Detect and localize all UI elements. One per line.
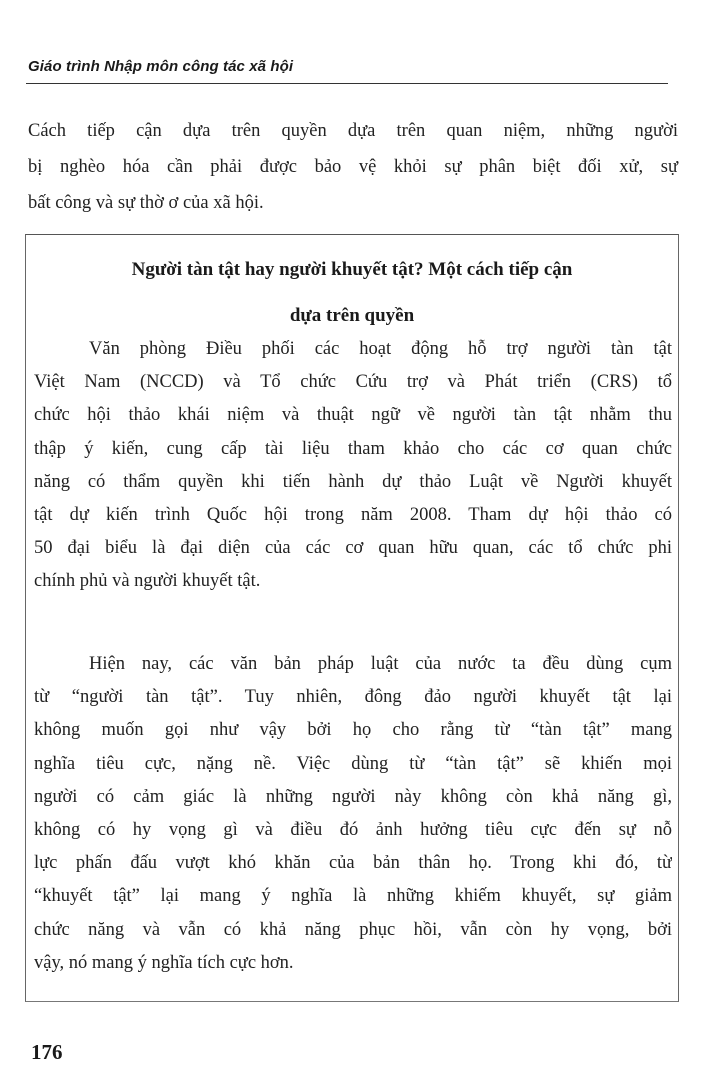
paragraph-line: Việt Nam (NCCD) và Tổ chức Cứu trợ và Phát triển (CRS) tổ <box>34 372 672 393</box>
paragraph-line: người có cảm giác là những người này không còn khả năng gì, <box>34 786 672 807</box>
intro-line: Cách tiếp cận dựa trên quyền dựa trên quan niệm, những người <box>28 121 678 141</box>
paragraph-line: “khuyết tật” lại mang ý nghĩa là những khiếm khuyết, sự giảm <box>34 886 672 907</box>
boxed-sidebar <box>25 234 679 1002</box>
paragraph-line: thập ý kiến, cung cấp tài liệu tham khảo cho các cơ quan chức <box>34 438 672 459</box>
header-rule <box>26 83 668 84</box>
paragraph-line: Văn phòng Điều phối các hoạt động hỗ trợ người tàn tật <box>89 339 672 359</box>
intro-paragraph <box>28 113 678 221</box>
paragraph-line: chức năng và vẫn có khả năng phục hồi, vẫn còn hy vọng, bởi <box>34 919 672 940</box>
paragraph-line: không muốn gọi như vậy bởi họ cho rằng từ “tàn tật” mang <box>34 720 672 741</box>
paragraph-line: năng có thẩm quyền khi tiến hành dự thảo Luật về Người khuyết <box>34 471 672 492</box>
intro-line: bị nghèo hóa cần phải được bảo vệ khỏi sự phân biệt đối xử, sự <box>28 157 678 177</box>
paragraph-line: chính phủ và người khuyết tật. <box>34 571 261 592</box>
box-title-line-1: Người tàn tật hay người khuyết tật? Một cách tiếp cận <box>131 259 573 280</box>
paragraph-line: tật dự kiến trình Quốc hội trong năm 2008. Tham dự hội thảo có <box>34 504 672 525</box>
paragraph-line: chức hội thảo khái niệm và thuật ngữ về người tàn tật nhằm thu <box>34 405 672 426</box>
box-paragraph-1 <box>34 333 672 599</box>
paragraph-line: Hiện nay, các văn bản pháp luật của nước ta đều dùng cụm <box>89 654 672 674</box>
running-header: Giáo trình Nhập môn công tác xã hội <box>28 58 294 75</box>
paragraph-line: vậy, nó mang ý nghĩa tích cực hơn. <box>34 952 294 973</box>
page-number: 176 <box>31 1040 63 1064</box>
box-paragraph-2 <box>34 648 672 980</box>
paragraph-line: nghĩa tiêu cực, nặng nề. Việc dùng từ “tàn tật” sẽ khiến mọi <box>34 753 672 774</box>
paragraph-line: từ “người tàn tật”. Tuy nhiên, đông đảo người khuyết tật lại <box>34 687 672 708</box>
intro-line: bất công và sự thờ ơ của xã hội. <box>28 193 264 213</box>
paragraph-line: lực phấn đấu vượt khó khăn của bản thân họ. Trong khi đó, từ <box>34 853 672 874</box>
box-title-line-2: dựa trên quyền <box>289 305 415 326</box>
paragraph-line: 50 đại biểu là đại diện của các cơ quan hữu quan, các tổ chức phi <box>34 538 672 559</box>
paragraph-line: không có hy vọng gì và điều đó ảnh hưởng tiêu cực đến sự nỗ <box>34 819 672 840</box>
